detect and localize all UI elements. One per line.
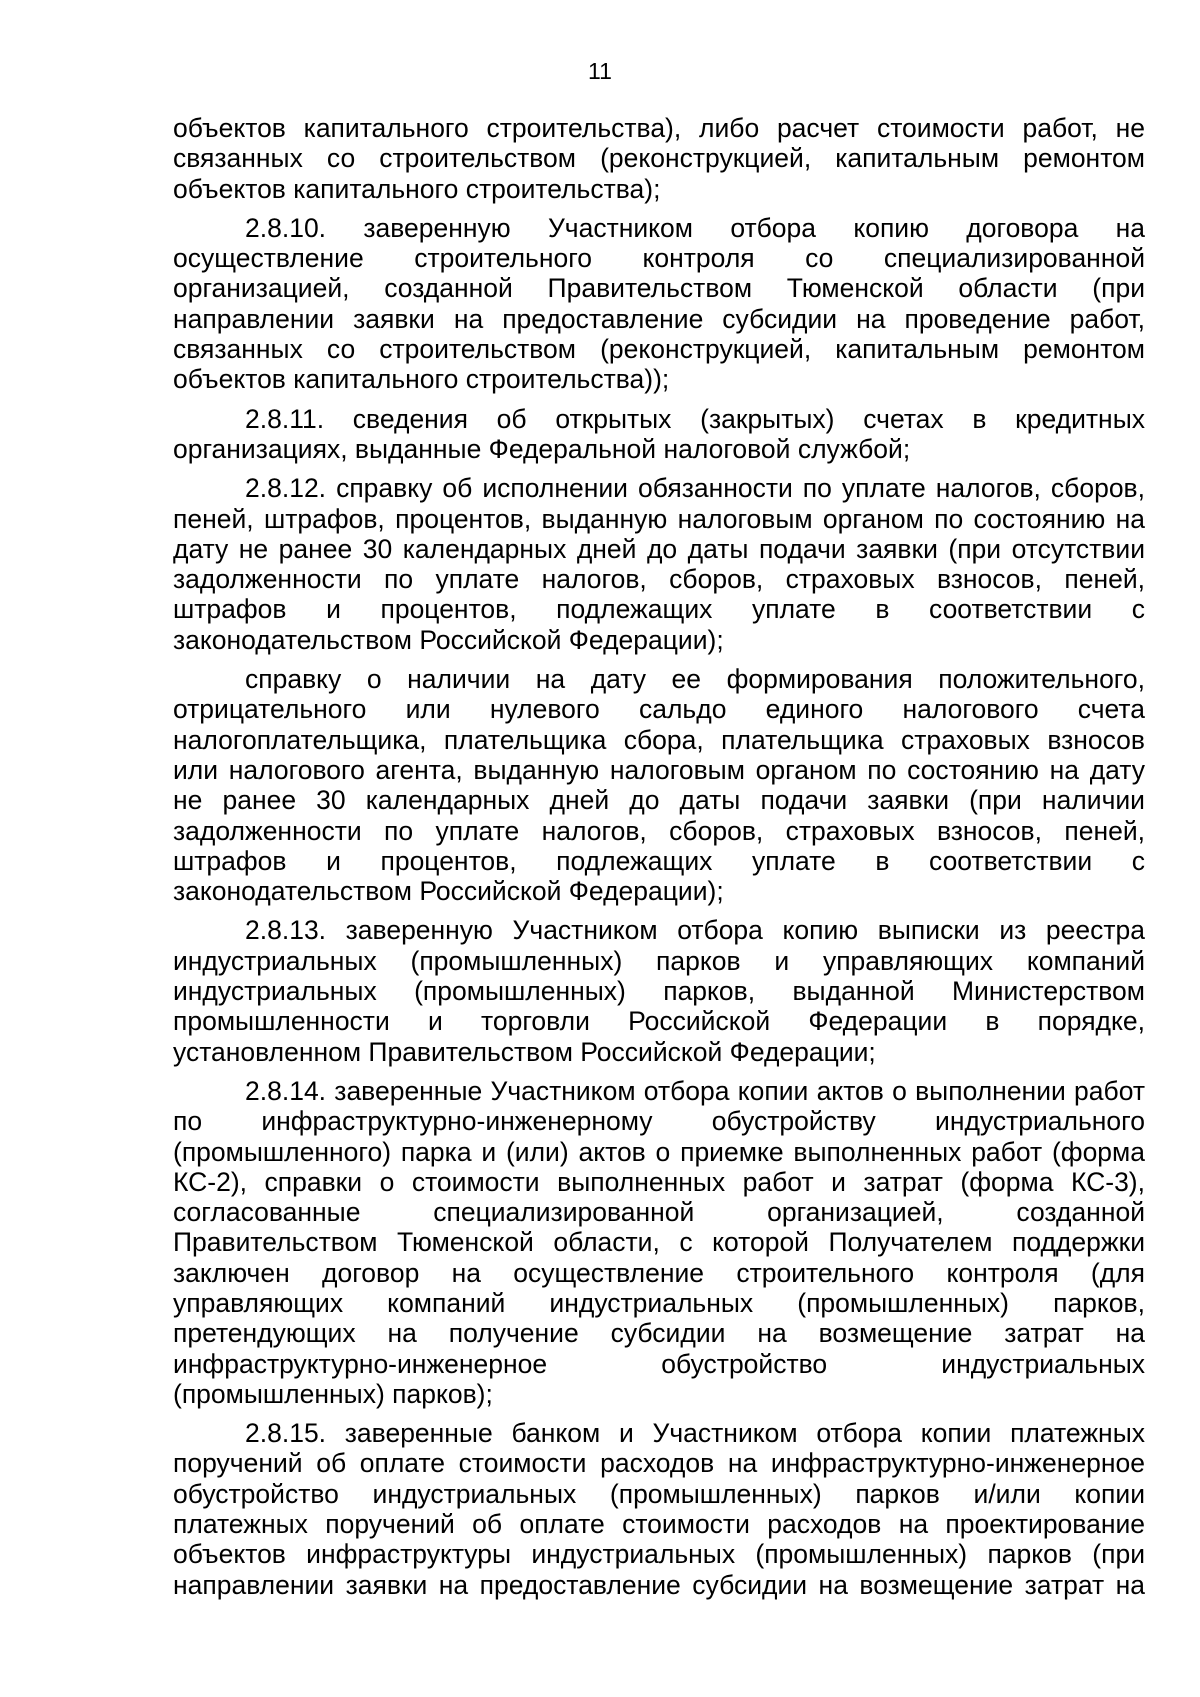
paragraph-2-8-12: 2.8.12. справку об исполнении обязанности по уплате налогов, сборов, пеней, штрафов, процентов, выданную налоговым органом по состоянию на дату не ранее 30 календарных дней до даты подачи заявки (при отсутствии задолженности по уплате налогов, сборов, страховых взносов, пеней, штрафов и процентов, подлежащих уплате в соответствии с законодательством Российской Федерации); xyxy=(173,473,1145,655)
paragraph-continuation: объектов капитального строительства), либо расчет стоимости работ, не связанных со строительством (реконструкцией, капитальным ремонтом объектов капитального строительства); xyxy=(173,113,1145,204)
paragraph-2-8-10: 2.8.10. заверенную Участником отбора копию договора на осуществление строительного контроля со специализированной организацией, созданной Правительством Тюменской области (при направлении заявки на предоставление субсидии на проведение работ, связанных со строительством (реконструкцией, капитальным ремонтом объектов капитального строительства)); xyxy=(173,212,1145,395)
paragraph-2-8-14: 2.8.14. заверенные Участником отбора копии актов о выполнении работ по инфраструктурно-инженерному обустройству индустриального (промышленного) парка и (или) актов о приемке выполненных работ (форма КС-2), справки о стоимости выполненных работ и затрат (форма КС-3), согласованные специализированной организацией, созданной Правительством Тюменской области, с которой Получателем поддержки заключен договор на осуществление строительного контроля (для управляющих компаний индустриальных (промышленных) парков, претендующих на получение субсидии на возмещение затрат на инфраструктурно-инженерное обустройство индустриальных (промышленных) парков); xyxy=(173,1075,1145,1409)
paragraph-2-8-11: 2.8.11. сведения об открытых (закрытых) счетах в кредитных организациях, выданные Федеральной налоговой службой; xyxy=(173,403,1145,464)
paragraph-balance-certificate: справку о наличии на дату ее формирования положительного, отрицательного или нулевого сальдо единого налогового счета налогоплательщика, плательщика сбора, плательщика страховых взносов или налогового агента, выданную налоговым органом по состоянию на дату не ранее 30 календарных дней до даты подачи заявки (при наличии задолженности по уплате налогов, сборов, страховых взносов, пеней, штрафов и процентов, подлежащих уплате в соответствии с законодательством Российской Федерации); xyxy=(173,664,1145,907)
page-number: 11 xyxy=(588,58,612,84)
paragraph-2-8-15: 2.8.15. заверенные банком и Участником отбора копии платежных поручений об оплате стоимости расходов на инфраструктурно-инженерное обустройство индустриальных (промышленных) парков и/или копии платежных поручений об оплате стоимости расходов на проектирование объектов инфраструктуры индустриальных (промышленных) парков (при направлении заявки на предоставление субсидии на возмещение затрат на xyxy=(173,1418,1145,1600)
document-body xyxy=(173,113,1145,1609)
paragraph-2-8-13: 2.8.13. заверенную Участником отбора копию выписки из реестра индустриальных (промышленных) парков и управляющих компаний индустриальных (промышленных) парков, выданной Министерством промышленности и торговли Российской Федерации в порядке, установленном Правительством Российской Федерации; xyxy=(173,915,1145,1067)
